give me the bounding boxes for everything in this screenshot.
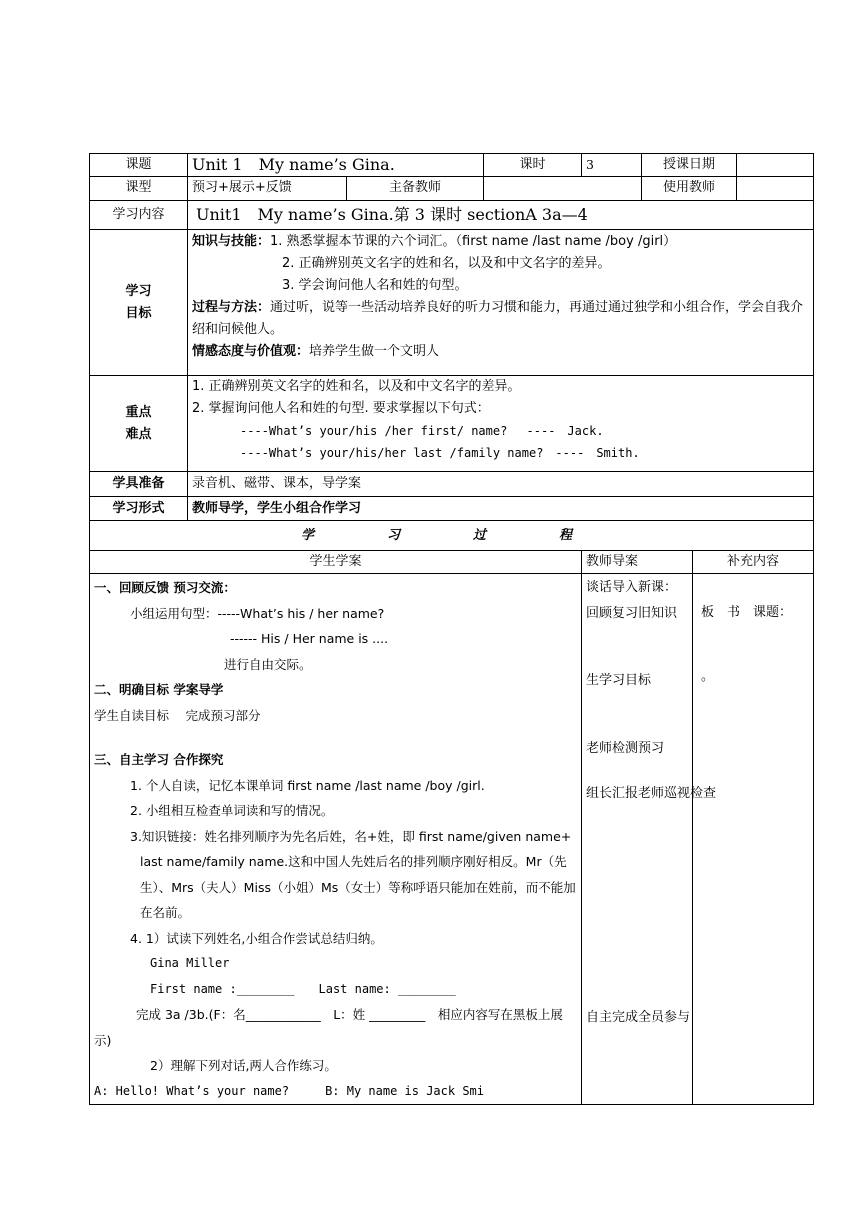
process-method-text: 通过听，说等一些活动培养良好的听力习惯和能力，再通过通过独学和小组合作，学会自我介绍和问候他人。 (192, 300, 804, 337)
section-3-line-6: First name :________ Last name: ________ (150, 981, 456, 996)
section-2-line-1: 学生自读目标 完成预习部分 (94, 707, 261, 723)
date-label: 授课日期 (642, 154, 737, 177)
type-value: 预习+展示+反馈 (188, 177, 347, 201)
lesson-plan-table (89, 153, 814, 1105)
key-content (188, 376, 814, 472)
goals-label (90, 230, 188, 376)
teacher-column-header: 教师导案 (582, 551, 693, 574)
attitude-text: 培养学生做一个文明人 (309, 344, 440, 359)
lesson-plan-page (89, 153, 813, 1105)
topic-label: 课题 (90, 154, 188, 177)
key-line-4: ----What’s your/his/her last /family name? ---- Smith. (240, 446, 640, 460)
key-row (90, 376, 814, 472)
key-label-1: 重点 (125, 404, 152, 420)
type-label: 课型 (90, 177, 188, 201)
section-2-title: 二、明确目标 学案导学 (94, 682, 224, 697)
extra-note-2: 。 (701, 668, 715, 684)
attitude-title: 情感态度与价值观： (192, 344, 310, 359)
process-method-title: 过程与方法： (192, 300, 271, 315)
knowledge-item-3: 3. 学会询问他人名和姓的句型。 (282, 278, 468, 293)
process-title: 学 习 过 程 (90, 521, 814, 551)
content-value: Unit1 My name’s Gina.第 3 课时 sectionA 3a—4 (188, 201, 814, 230)
key-label (90, 376, 188, 472)
lead-label: 主备教师 (347, 177, 484, 201)
section-1-title: 一、回顾反馈 预习交流： (94, 580, 236, 595)
header-row-2 (90, 177, 814, 201)
form-row (90, 497, 814, 521)
form-label: 学习形式 (90, 497, 188, 521)
period-value: 3 (582, 154, 642, 177)
lead-value (484, 177, 642, 201)
teacher-note-3: 生学习目标 (586, 673, 652, 688)
section-1-line-1: 小组运用句型：-----What’s his / her name? (130, 605, 385, 621)
form-value: 教师导学，学生小组合作学习 (188, 497, 814, 521)
topic-value: Unit 1 My name’s Gina. (188, 154, 484, 177)
knowledge-title: 知识与技能： (192, 234, 271, 249)
tools-value: 录音机、磁带、课本，导学案 (188, 472, 814, 497)
content-label: 学习内容 (90, 201, 188, 230)
teacher-note-6: 自主完成全员参与 (586, 1009, 691, 1025)
teacher-note-1: 谈话导入新课： (586, 580, 678, 595)
section-3-line-4: 4. 1）试读下列姓名,小组合作尝试总结归纳。 (130, 930, 383, 946)
key-line-1: 1. 正确辨别英文名字的姓和名，以及和中文名字的差异。 (192, 379, 521, 394)
section-3-line-8: 2）理解下列对话,两人合作练习。 (150, 1058, 337, 1073)
knowledge-item-2: 2. 正确辨别英文名字的姓和名，以及和中文名字的差异。 (282, 256, 611, 271)
section-3-line-5: Gina Miller (150, 956, 230, 970)
knowledge-item-1: 1. 熟悉掌握本节课的六个词汇。（first name /last name /boy /girl） (270, 234, 677, 249)
key-line-2: 2. 掌握询问他人名和姓的句型. 要求掌握以下句式： (192, 401, 490, 416)
goals-label-1: 学习 (125, 283, 152, 299)
section-3-line-3: 3.知识链接：姓名排列顺序为先名后姓，名+姓，即 first name/given name+ last name/family name.这和中国人先姓后名的排列顺序刚好相反。Mr（先生）、Mrs（夫人）Miss（小姐）Ms（女士）等称呼语只能加在姓前，而不能加在名前。 (130, 828, 576, 920)
key-label-2: 难点 (125, 426, 152, 442)
goals-content (188, 230, 814, 376)
tools-row (90, 472, 814, 497)
section-1-line-2: ------ His / Her name is .... (230, 631, 389, 646)
period-label: 课时 (484, 154, 582, 177)
date-value (737, 154, 814, 177)
section-3-line-1: 1. 个人自读，记忆本课单词 first name /last name /boy /girl. (130, 777, 485, 793)
section-3-line-9: A: Hello! What’s your name? B: My name is Jack Smi (94, 1083, 485, 1098)
extra-content (693, 574, 814, 1105)
user-value (737, 177, 814, 201)
content-row (90, 201, 814, 230)
section-3-title: 三、自主学习 合作探究 (94, 752, 224, 767)
teacher-plan (582, 574, 717, 1105)
section-3-line-7: 完成 3a /3b.(F：名____________ L：姓 _________ 相应内容写在黑板上展示) (94, 1007, 563, 1048)
columns-row (90, 551, 814, 574)
user-label: 使用教师 (642, 177, 737, 201)
goals-label-2: 目标 (125, 305, 152, 321)
extra-column-header: 补充内容 (693, 551, 814, 574)
section-3-line-2: 2. 小组相互检查单词读和写的情况。 (130, 803, 334, 818)
process-title-row (90, 521, 814, 551)
tools-label: 学具准备 (90, 472, 188, 497)
teacher-note-5: 组长汇报老师巡视检查 (586, 786, 717, 801)
student-plan (90, 574, 582, 1105)
key-line-3: ----What’s your/his /her first/ name? ---- Jack. (240, 424, 604, 438)
header-row-1 (90, 154, 814, 177)
teacher-note-4: 老师检测预习 (586, 740, 665, 756)
goals-row (90, 230, 814, 376)
process-body-row (90, 574, 814, 1105)
student-column-header: 学生学案 (90, 551, 582, 574)
extra-note-1: 板 书 课题： (701, 605, 793, 620)
teacher-note-2: 回顾复习旧知识 (586, 605, 678, 621)
section-1-line-3: 进行自由交际。 (224, 656, 312, 672)
